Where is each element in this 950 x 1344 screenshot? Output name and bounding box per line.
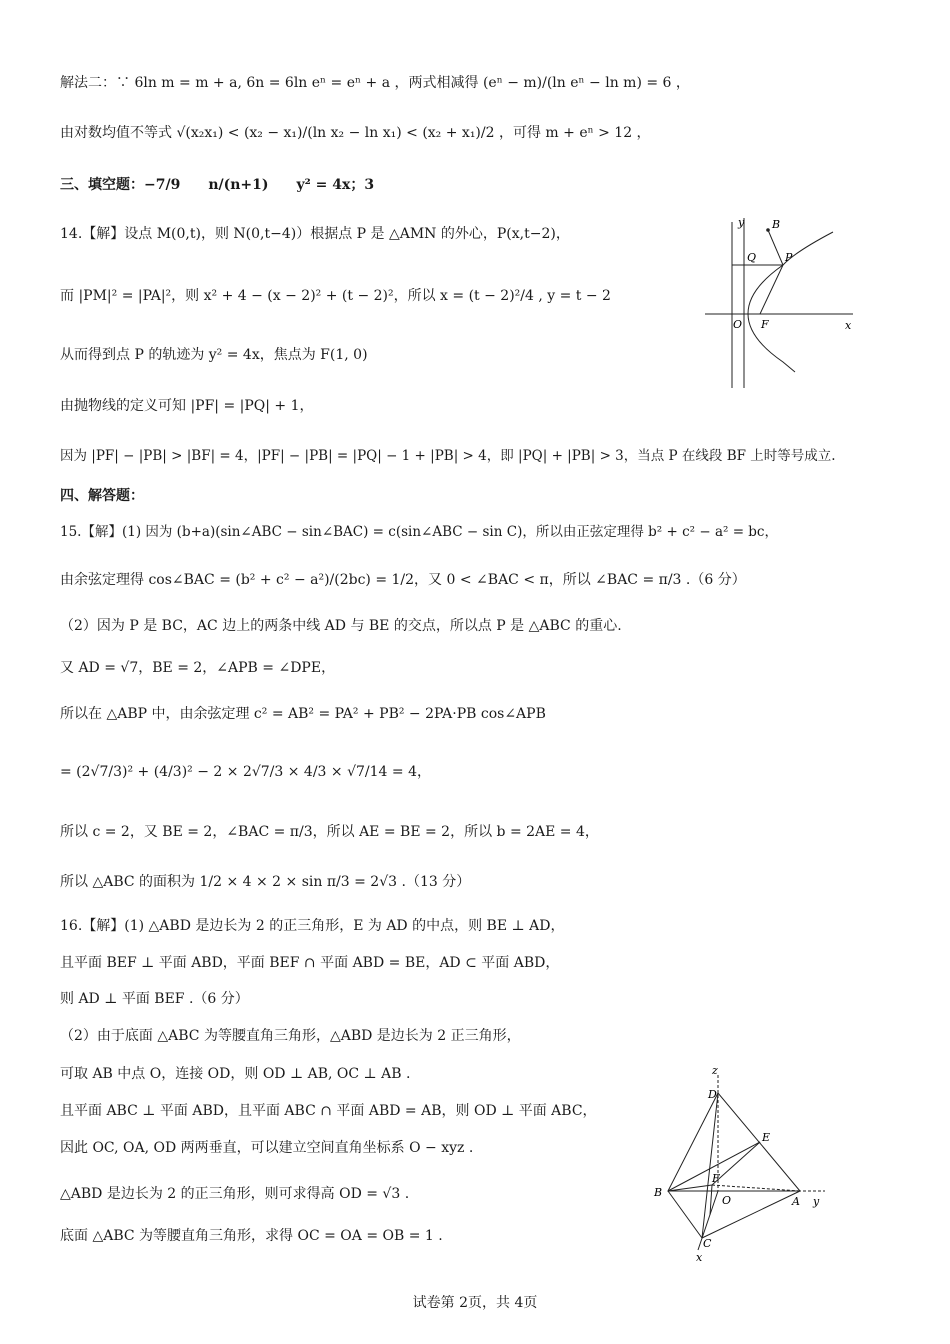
label-c: C <box>703 1237 712 1250</box>
problem-16-part-2-line-5: △ABD 是边长为 2 的正三角形，则可求得高 OD = √3 . <box>60 1186 410 1202</box>
problem-16-part-2-line-6: 底面 △ABC 为等腰直角三角形，求得 OC = OA = OB = 1 . <box>60 1228 443 1244</box>
problem-14-line-5: 因为 |PF| − |PB| > |BF| = 4，|PF| − |PB| = |PQ| − 1 + |PB| > 4，即 |PQ| + |PB| > 3，当点 P 在线段 BF 上时等号成立. <box>60 448 836 464</box>
problem-16-part-2-line-3: 且平面 ABC ⊥ 平面 ABD，且平面 ABC ∩ 平面 ABD = AB，则 OD ⊥ 平面 ABC， <box>60 1103 597 1119</box>
problem-15-part-2-line-5: 所以 c = 2，又 BE = 2，∠BAC = π/3，所以 AE = BE = 2，所以 b = 2AE = 4， <box>60 824 599 840</box>
problem-14-line-4: 由抛物线的定义可知 |PF| = |PQ| + 1， <box>60 398 314 414</box>
label-b: B <box>772 218 781 231</box>
problem-16-line-3: 则 AD ⊥ 平面 BEF .（6 分） <box>60 991 249 1007</box>
label-p: P <box>785 251 793 264</box>
tetrahedron-figure <box>650 1065 835 1265</box>
section-four-heading: 四、解答题： <box>60 488 144 504</box>
problem-16-part-2-line-4: 因此 OC, OA, OD 两两垂直，可以建立空间直角坐标系 O − xyz . <box>60 1140 474 1156</box>
problem-16-part-2-line-2: 可取 AB 中点 O，连接 OD，则 OD ⊥ AB, OC ⊥ AB . <box>60 1066 411 1082</box>
label-o: O <box>722 1194 732 1207</box>
segment-fa <box>712 1185 800 1191</box>
problem-15-line-2: 由余弦定理得 cos∠BAC = (b² + c² − a²)/(2bc) = 1/2，又 0 < ∠BAC < π，所以 ∠BAC = π/3 .（6 分） <box>60 572 746 588</box>
solution-method-two: 解法二：∵ 6ln m = m + a, 6n = 6ln eⁿ = eⁿ + a ，两式相减得 (eⁿ − m)/(ln eⁿ − ln m) = 6 ， <box>60 75 690 91</box>
label-b: B <box>654 1186 663 1199</box>
problem-15-part-2-line-6: 所以 △ABC 的面积为 1/2 × 4 × 2 × sin π/3 = 2√3 .（13 分） <box>60 874 471 890</box>
problem-15-part-2-line-3: 所以在 △ABP 中，由余弦定理 c² = AB² = PA² + PB² − 2PA·PB cos∠APB <box>60 706 546 722</box>
problem-15-part-2-line-2: 又 AD = √7，BE = 2，∠APB = ∠DPE， <box>60 660 336 676</box>
triangle-abd <box>668 1093 800 1191</box>
label-d: D <box>708 1088 717 1101</box>
label-f: F <box>761 318 769 331</box>
label-q: Q <box>747 251 757 264</box>
problem-15-part-2-line-4: = (2√7/3)² + (4/3)² − 2 × 2√7/3 × 4/3 × √7/14 = 4， <box>60 764 431 780</box>
problem-16-line-1: 16.【解】(1) △ABD 是边长为 2 的正三角形，E 为 AD 的中点，则 BE ⊥ AD， <box>60 918 565 934</box>
problem-14-line-2: 而 |PM|² = |PA|²，则 x² + 4 − (x − 2)² + (t − 2)²，所以 x = (t − 2)²/4 , y = t − 2 <box>60 288 611 304</box>
segment-bp <box>768 230 783 265</box>
point-b <box>766 228 770 232</box>
problem-15-part-2-line-1: （2）因为 P 是 BC，AC 边上的两条中线 AD 与 BE 的交点，所以点 P 是 △ABC 的重心. <box>60 618 622 634</box>
edge-bc <box>668 1191 702 1238</box>
problem-16-part-2-line-1: （2）由于底面 △ABC 为等腰直角三角形，△ABD 是边长为 2 正三角形， <box>60 1028 521 1044</box>
edge-ca <box>702 1191 800 1238</box>
problem-14-line-3: 从而得到点 P 的轨迹为 y² = 4x，焦点为 F(1, 0) <box>60 347 368 363</box>
problem-15-line-1: 15.【解】(1) 因为 (b+a)(sin∠ABC − sin∠BAC) = c(sin∠ABC − sin C)，所以由正弦定理得 b² + c² − a² = bc， <box>60 524 778 540</box>
label-o: O <box>733 318 743 331</box>
problem-16-line-2: 且平面 BEF ⊥ 平面 ABD，平面 BEF ∩ 平面 ABD = BE，AD ⊂ 平面 ABD， <box>60 955 560 971</box>
page-footer: 试卷第 2页，共 4页 <box>412 1295 538 1311</box>
segment-pf <box>760 265 783 314</box>
label-f: F <box>712 1172 720 1185</box>
label-a: A <box>792 1195 800 1208</box>
log-mean-inequality-line: 由对数均值不等式 √(x₂x₁) < (x₂ − x₁)/(ln x₂ − ln x₁) < (x₂ + x₁)/2 ，可得 m + eⁿ > 12 ， <box>60 125 651 141</box>
label-x: x <box>845 319 852 332</box>
parabola-figure <box>695 212 865 392</box>
label-e: E <box>762 1131 771 1144</box>
label-y: y <box>813 1195 820 1208</box>
label-z: z <box>712 1065 718 1077</box>
label-y: y <box>738 216 745 229</box>
problem-14-line-1: 14.【解】设点 M(0,t)，则 N(0,t−4)）根据点 P 是 △AMN 的外心，P(x,t−2)， <box>60 226 570 242</box>
label-x: x <box>696 1251 703 1264</box>
fill-in-answers: 三、填空题：−7/9 n/(n+1) y² = 4x；3 <box>60 177 375 193</box>
